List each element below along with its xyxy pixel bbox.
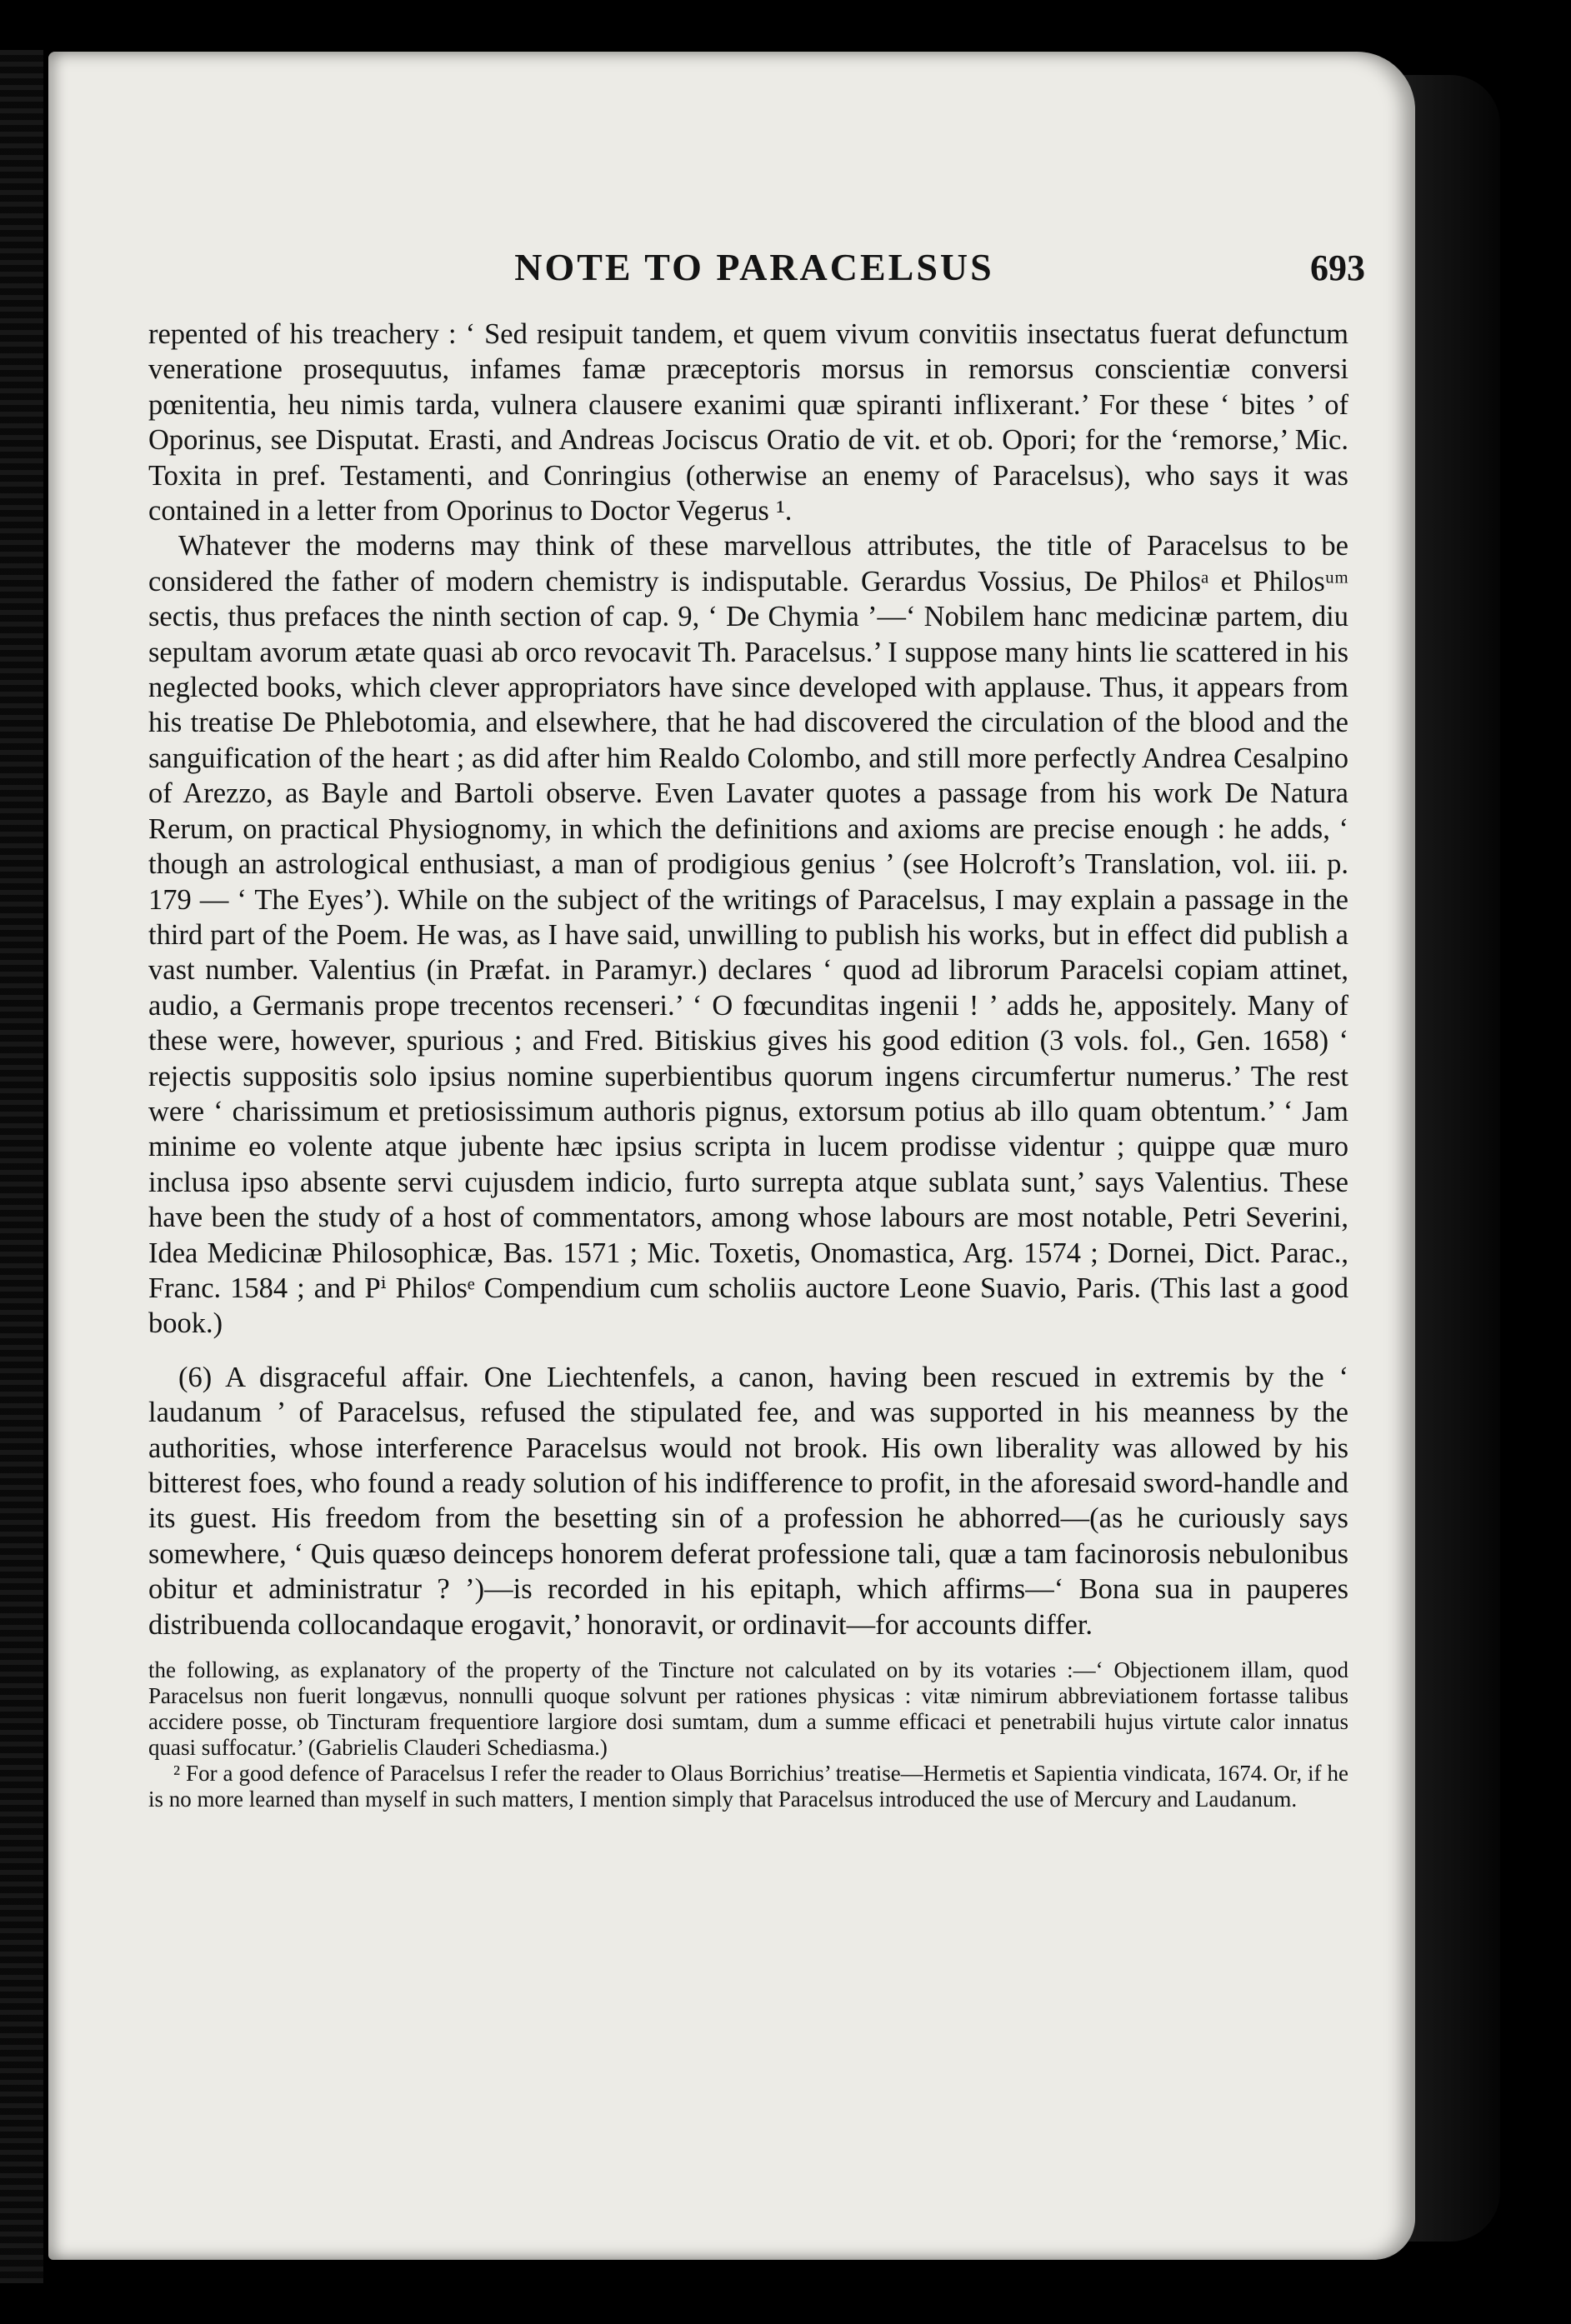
book-edge-strip — [0, 50, 43, 2283]
running-title: NOTE TO PARACELSUS — [514, 246, 994, 288]
running-header — [148, 245, 1365, 290]
book-page — [48, 52, 1415, 2260]
footnote-1: the following, as explanatory of the property of the Tincture not calculated on by its votaries :—‘ Objectionem illam, quod Paracelsus non fuerit longævus, nonnulli quoque solvunt per rationes physicas : vitæ nimirum abbreviationem fortasse talibus accidere posse, ob Tincturam frequentiore largiore dosi sumtam, dum a summe efficaci et penetrabili hujus virtute calor innatus quasi suffocatur.’ (Gabrielis Clauderi Schediasma.) — [148, 1657, 1348, 1761]
page-curl-shadow — [1400, 75, 1500, 2242]
body-paragraph-1: repented of his treachery : ‘ Sed resipuit tandem, et quem vivum convitiis insectatus fuerat defunctum veneratione prosequutus, infames famæ præceptoris morsus in remorsus conscientiæ conversi pœnitentia, heu nimis tarda, vulnera clausere exanimi quæ spiranti inflixerant.’ For these ‘ bites ’ of Oporinus, see Disputat. Erasti, and Andreas Jociscus Oratio de vit. et ob. Opori; for the ‘remorse,’ Mic. Toxita in pref. Testamenti, and Conringius (otherwise an enemy of Paracelsus), who says it was contained in a letter from Oporinus to Doctor Vegerus ¹. — [148, 318, 1348, 527]
footnotes — [148, 1657, 1348, 1812]
note-6-paragraph: (6) A disgraceful affair. One Liechtenfels, a canon, having been rescued in extremis by the ‘ laudanum ’ of Paracelsus, refused the stipulated fee, and was supported in his meanness by the authorities, whose interference Paracelsus would not brook. His own liberality was allowed by his bitterest foes, who found a ready solution of his indifference to profit, in the aforesaid sword-handle and its guest. His freedom from the besetting sin of a profession he abhorred—(as he curiously says somewhere, ‘ Quis quæso deinceps honorem deferat professione tali, quæ a tam facinorosis nebulonibus obitur et administratur ? ’)—is recorded in his epitaph, which affirms—‘ Bona sua in pauperes distribuenda collocandaque erogavit,’ honoravit, or ordinavit—for accounts differ. — [148, 1361, 1348, 1641]
page-number: 693 — [1310, 247, 1365, 288]
footnote-2: ² For a good defence of Paracelsus I refer the reader to Olaus Borrichius’ treatise—Hermetis et Sapientia vindicata, 1674. Or, if he is no more learned than myself in such matters, I mention simply that Paracelsus introduced the use of Mercury and Laudanum. — [148, 1761, 1348, 1812]
body-paragraph-2: Whatever the moderns may think of these marvellous attributes, the title of Paracelsus to be considered the father of modern chemistry is indisputable. Gerardus Vossius, De Philosᵃ et Philosᵘᵐ sectis, thus prefaces the ninth section of cap. 9, ‘ De Chymia ’—‘ Nobilem hanc medicinæ partem, diu sepultam avorum ætate quasi ab orco revocavit Th. Paracelsus.’ I suppose many hints lie scattered in his neglected books, which clever appropriators have since developed with applause. Thus, it appears from his treatise De Phlebotomia, and elsewhere, that he had discovered the circulation of the blood and the sanguification of the heart ; as did after him Realdo Colombo, and still more perfectly Andrea Cesalpino of Arezzo, as Bayle and Bartoli observe. Even Lavater quotes a passage from his work De Natura Rerum, on practical Physiognomy, in which the definitions and axioms are precise enough : he adds, ‘ though an astrological enthusiast, a man of prodigious genius ’ (see Holcroft’s Translation, vol. iii. p. 179 — ‘ The Eyes’). While on the subject of the writings of Paracelsus, I may explain a passage in the third part of the Poem. He was, as I have said, unwilling to publish his works, but in effect did publish a vast number. Valentius (in Præfat. in Paramyr.) declares ‘ quod ad librorum Paracelsi copiam attinet, audio, a Germanis prope trecentos recenseri.’ ‘ O fœcunditas ingenii ! ’ adds he, appositely. Many of these were, however, spurious ; and Fred. Bitiskius gives his good edition (3 vols. fol., Gen. 1658) ‘ rejectis suppositis solo ipsius nomine superbientibus quorum ingens circumfertur numerus.’ The rest were ‘ charissimum et pretiosissimum authoris pignus, extorsum potius ab illo quam obtentum.’ ‘ Jam minime eo volente atque jubente hæc ipsius scripta in lucem prodisse videntur ; quippe quæ muro inclusa ipso absente servi cujusdem indicio, furto surrepta atque sublata sunt,’ says Valentius. These have been the study of a host of commentators, among whose labours are most notable, Petri Severini, Idea Medicinæ Philosophicæ, Bas. 1571 ; Mic. Toxetis, Onomastica, Arg. 1574 ; Dornei, Dict. Parac., Franc. 1584 ; and Pⁱ Philosᵉ Compendium cum scholiis auctore Leone Suavio, Paris. (This last a good book.) — [148, 530, 1348, 1340]
page-content — [148, 152, 1365, 2210]
